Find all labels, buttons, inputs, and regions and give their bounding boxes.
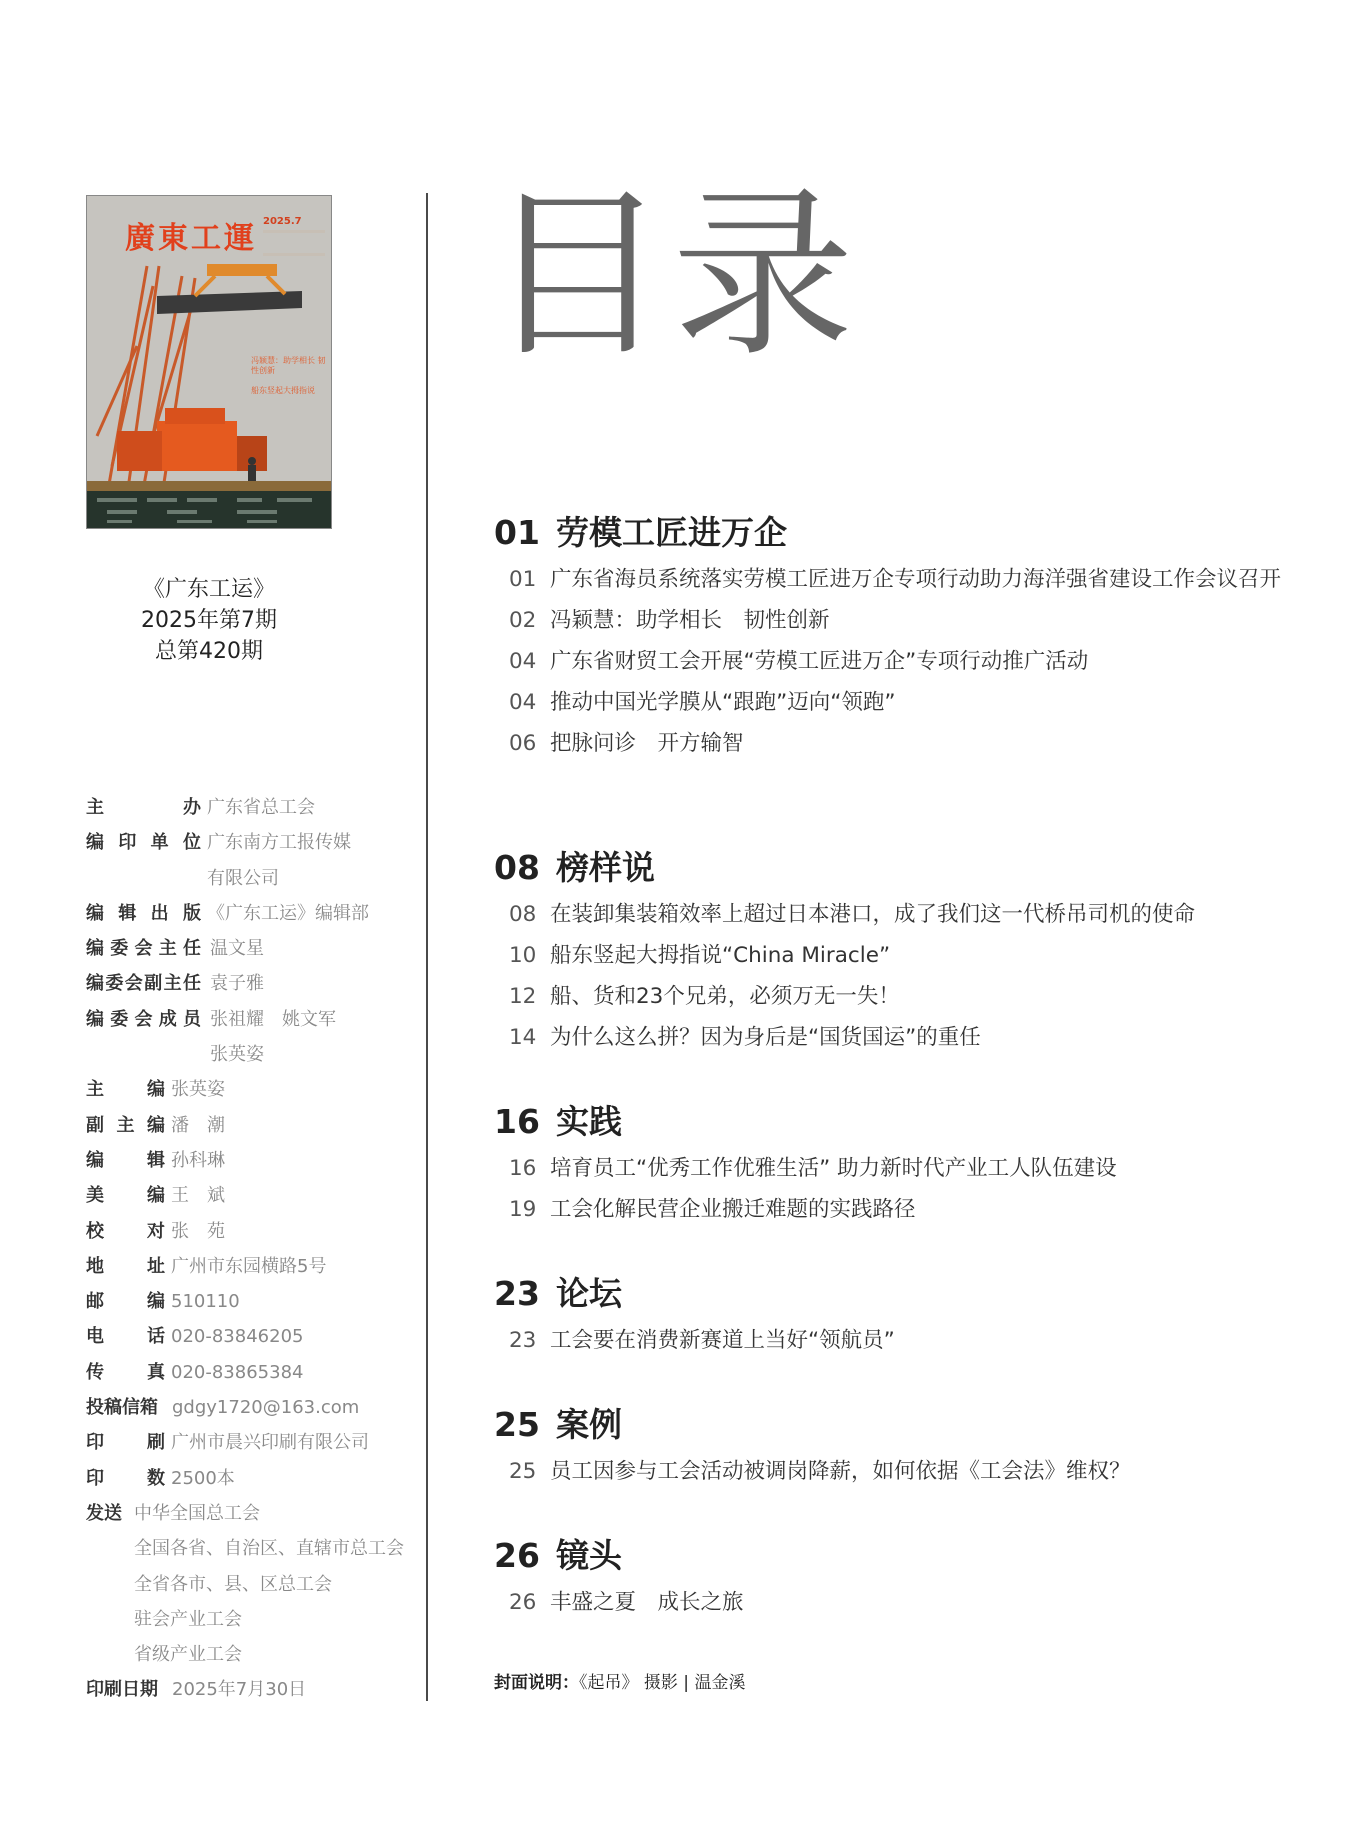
credit-value: 张祖耀 姚文军 [210, 1008, 336, 1030]
entry-page-number: 19 [509, 1197, 537, 1222]
total-issue-number: 总第420期 [155, 639, 263, 664]
credit-value: 020-83865384 [171, 1361, 304, 1383]
credit-value: 广州市晨兴印刷有限公司 [171, 1432, 369, 1454]
section-heading[interactable] [494, 1096, 1294, 1148]
credit-label: 邮编 [86, 1291, 165, 1313]
toc-section [494, 1268, 1294, 1361]
entry-title: 在装卸集装箱效率上超过日本港口，成了我们这一代桥吊司机的使命 [550, 902, 1196, 927]
toc-section [494, 507, 1294, 764]
credit-label: 校对 [86, 1220, 165, 1242]
entry-title: 为什么这么拼？因为身后是“国货国运”的重任 [550, 1025, 981, 1050]
section-heading[interactable] [494, 1268, 1294, 1320]
section-page-number: 25 [494, 1405, 540, 1444]
distribution-item: 全省各市、县、区总工会 [134, 1573, 332, 1595]
entry-page-number: 10 [509, 943, 537, 968]
cover-masthead: 廣東工運 [125, 221, 257, 256]
toc-entry[interactable] [494, 935, 1294, 976]
credit-label: 编委会成员 [86, 1008, 201, 1030]
toc-entry[interactable] [494, 559, 1294, 600]
toc-entry[interactable] [494, 1582, 1294, 1623]
credit-row [86, 1249, 416, 1284]
credit-value: 510110 [171, 1291, 240, 1313]
entry-page-number: 08 [509, 902, 537, 927]
entry-page-number: 23 [509, 1328, 537, 1353]
credit-label: 编辑出版 [86, 902, 201, 924]
credit-value: 广东南方工报传媒 [207, 832, 351, 854]
credit-value: 《广东工运》编辑部 [207, 902, 369, 924]
credit-label: 传真 [86, 1361, 165, 1383]
credit-value: 2025年7月30日 [172, 1679, 307, 1701]
section-page-number: 08 [494, 848, 540, 887]
cover-blurb-lines [263, 230, 325, 256]
toc-entry[interactable] [494, 1148, 1294, 1189]
toc-section [494, 1096, 1294, 1230]
entry-page-number: 14 [509, 1025, 537, 1050]
section-page-number: 01 [494, 513, 540, 552]
credit-row [86, 1567, 416, 1602]
entry-title: 推动中国光学膜从“跟跑”迈向“领跑” [550, 690, 896, 715]
entry-page-number: 01 [509, 567, 537, 592]
entry-title: 冯颖慧：助学相长 韧性创新 [550, 608, 830, 633]
credit-value: 中华全国总工会 [134, 1502, 260, 1524]
credit-row [86, 1143, 416, 1178]
section-page-number: 23 [494, 1274, 540, 1313]
cover-tag: 冯颖慧：助学相长 韧性创新 [251, 356, 326, 375]
entry-title: 广东省海员系统落实劳模工匠进万企专项行动助力海洋强省建设工作会议召开 [550, 567, 1282, 592]
credit-row [86, 1390, 416, 1425]
credit-row [86, 1002, 416, 1037]
credit-label: 编委会主任 [86, 938, 201, 960]
toc-entry[interactable] [494, 1320, 1294, 1361]
column-divider [426, 193, 428, 1701]
section-heading[interactable] [494, 842, 1294, 894]
cover-tag: 船东竖起大拇指说 [251, 386, 315, 395]
toc-entry[interactable] [494, 894, 1294, 935]
credit-row [86, 1108, 416, 1143]
toc-entry[interactable] [494, 1451, 1294, 1492]
credit-label: 印数 [86, 1467, 165, 1489]
distribution-item: 驻会产业工会 [134, 1608, 242, 1630]
entry-title: 工会要在消费新赛道上当好“领航员” [550, 1328, 895, 1353]
credit-row [86, 1496, 416, 1531]
credit-value: 张 苑 [171, 1220, 225, 1242]
credit-row [86, 825, 416, 860]
credit-value: 袁子雅 [210, 973, 264, 995]
credit-label: 印刷日期 [86, 1679, 158, 1701]
credit-row [86, 931, 416, 966]
credit-row [86, 896, 416, 931]
entry-title: 丰盛之夏 成长之旅 [550, 1590, 744, 1615]
credit-label: 编委会副主任 [86, 973, 201, 995]
credit-row [86, 966, 416, 1001]
section-page-number: 26 [494, 1536, 540, 1575]
credit-row [86, 1072, 416, 1107]
toc-section [494, 842, 1294, 1058]
credit-value-continued: 张英姿 [210, 1044, 264, 1066]
credit-row [86, 1531, 416, 1566]
entry-title: 培育员工“优秀工作优雅生活” 助力新时代产业工人队伍建设 [550, 1156, 1117, 1181]
credit-row [86, 1037, 416, 1072]
credit-value-continued: 有限公司 [207, 867, 279, 889]
credit-label: 发送 [86, 1502, 122, 1524]
toc-title: 目录 [486, 169, 858, 381]
issue-info [86, 574, 332, 667]
masthead-credits [86, 790, 416, 1708]
credit-label: 印刷 [86, 1432, 165, 1454]
credit-label: 编辑 [86, 1149, 165, 1171]
credit-value: 020-83846205 [171, 1326, 304, 1348]
cover-caption [494, 1668, 745, 1693]
credit-row [86, 861, 416, 896]
toc-section [494, 1399, 1294, 1492]
entry-page-number: 16 [509, 1156, 537, 1181]
credit-value: 温文星 [210, 938, 264, 960]
credit-label: 电话 [86, 1326, 165, 1348]
credit-label: 主办 [86, 797, 201, 818]
credit-row [86, 1214, 416, 1249]
credit-row [86, 1178, 416, 1213]
toc-entry[interactable] [494, 641, 1294, 682]
cover-caption-text: 《起吊》 摄影 | 温金溪 [579, 1673, 746, 1693]
credit-row [86, 1425, 416, 1460]
credit-row [86, 1672, 416, 1707]
section-heading[interactable] [494, 1399, 1294, 1451]
toc-entry[interactable] [494, 1017, 1294, 1058]
entry-title: 船、货和23个兄弟，必须万无一失！ [550, 984, 900, 1009]
credit-row [86, 1319, 416, 1354]
toc-entry[interactable] [494, 976, 1294, 1017]
credit-value: 广东省总工会 [207, 797, 315, 818]
credit-value: 潘 潮 [171, 1114, 225, 1136]
section-heading[interactable] [494, 507, 1294, 559]
credit-label: 副主编 [86, 1114, 165, 1136]
toc-entry[interactable] [494, 682, 1294, 723]
distribution-item: 省级产业工会 [134, 1644, 242, 1666]
entry-page-number: 04 [509, 690, 537, 715]
section-title: 论坛 [556, 1274, 622, 1313]
entry-title: 船东竖起大拇指说“China Miracle” [550, 943, 891, 968]
credit-label: 投稿信箱 [86, 1397, 158, 1419]
section-page-number: 16 [494, 1102, 540, 1141]
entry-page-number: 26 [509, 1590, 537, 1615]
section-title: 案例 [556, 1405, 622, 1444]
section-heading[interactable] [494, 1530, 1294, 1582]
credit-value: gdgy1720@163.com [172, 1397, 360, 1419]
entry-title: 把脉问诊 开方输智 [550, 731, 744, 756]
credit-value: 广州市东园横路5号 [171, 1255, 327, 1277]
credit-row [86, 1355, 416, 1390]
credit-row [86, 1461, 416, 1496]
credit-value: 王 斌 [171, 1185, 225, 1207]
cover-issue-date: 2025.7 [263, 216, 302, 227]
section-title: 榜样说 [556, 848, 655, 887]
credit-label: 主编 [86, 1079, 165, 1101]
credit-label: 地址 [86, 1255, 165, 1277]
credit-row [86, 1602, 416, 1637]
entry-title: 广东省财贸工会开展“劳模工匠进万企”专项行动推广活动 [550, 649, 1089, 674]
credit-value: 张英姿 [171, 1079, 225, 1101]
cover-thumbnail [86, 195, 332, 529]
entry-page-number: 12 [509, 984, 537, 1009]
credit-label: 编印单位 [86, 832, 201, 854]
entry-page-number: 04 [509, 649, 537, 674]
issue-number: 2025年第7期 [141, 608, 277, 633]
toc-entry[interactable] [494, 1189, 1294, 1230]
section-title: 镜头 [556, 1536, 622, 1575]
toc-entry[interactable] [494, 600, 1294, 641]
credit-value: 2500本 [171, 1467, 235, 1489]
credit-row [86, 1284, 416, 1319]
credit-value: 孙科琳 [171, 1149, 225, 1171]
toc-section [494, 1530, 1294, 1623]
magazine-title: 《广东工运》 [142, 577, 275, 602]
section-title: 劳模工匠进万企 [556, 513, 787, 552]
entry-page-number: 25 [509, 1459, 537, 1484]
entry-page-number: 02 [509, 608, 537, 633]
credit-label: 美编 [86, 1185, 165, 1207]
credit-row [86, 1637, 416, 1672]
credit-row [86, 790, 416, 825]
section-title: 实践 [556, 1102, 622, 1141]
toc-entry[interactable] [494, 723, 1294, 764]
distribution-item: 全国各省、自治区、直辖市总工会 [134, 1538, 404, 1560]
cover-caption-label: 封面说明： [494, 1673, 579, 1693]
entry-page-number: 06 [509, 731, 537, 756]
entry-title: 员工因参与工会活动被调岗降薪，如何依据《工会法》维权？ [550, 1459, 1131, 1484]
entry-title: 工会化解民营企业搬迁难题的实践路径 [550, 1197, 916, 1222]
